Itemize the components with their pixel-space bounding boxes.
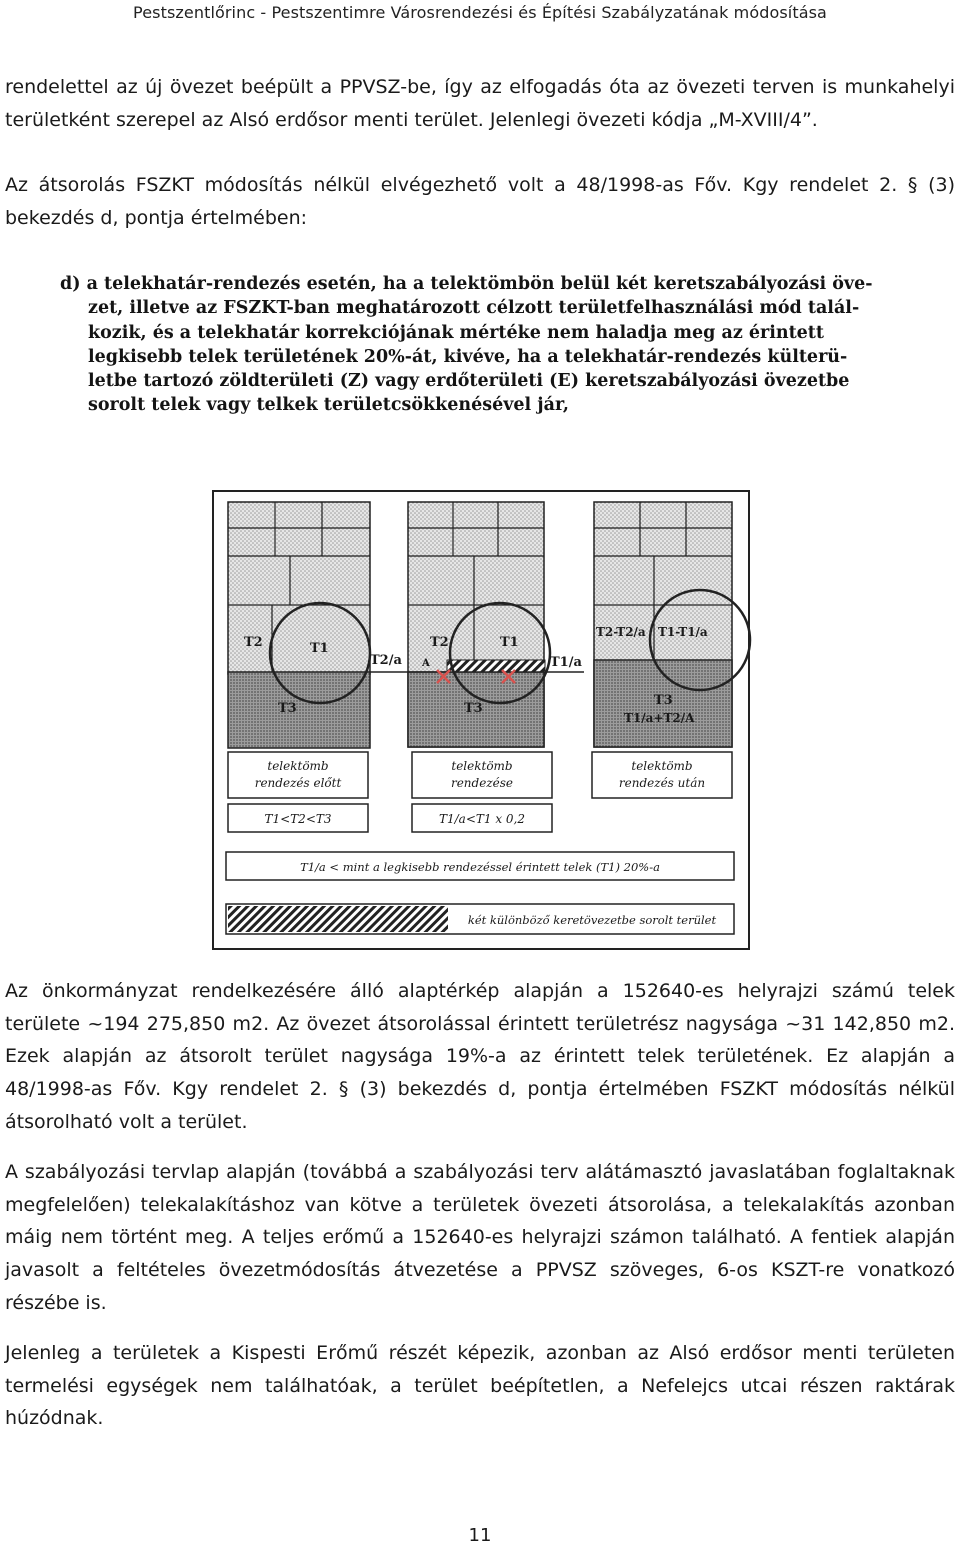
- paragraph-current-use: Jelenleg a területek a Kispesti Erőmű részét képezik, azonban az Alsó erdősor menti területen termelési egységek nem találhatóak, a terület beépítetlen, a Nefelejcs utcai részen raktárak húzódnak.: [5, 1342, 955, 1430]
- paragraph-regulation: Az átsorolás FSZKT módosítás nélkül elvégezhető volt a 48/1998-as Főv. Kgy rendelet 2. § (3) bekezdés d, pontja értelmében:: [5, 174, 955, 229]
- paragraph-area: Az önkormányzat rendelkezésére álló alaptérkép alapján a 152640-es helyrajzi számú telek területe ~194 275,850 m2. Az övezet átsorolással érintett területrész nagysága ~31 142,850 m2. Ezek alapján az átsorolt terület nagysága 19%-a az érintett telek területének. Ez alapján a 48/1998-as Főv. Kgy rendelet 2. § (3) bekezdés d, pontja értelmében FSZKT módosítás nélkül átsorolható volt a terület.: [5, 980, 955, 1133]
- paragraph-plan: A szabályozási tervlap alapján (továbbá a szabályozási terv alátámasztó javaslatában foglaltaknak megfelelően) telekalakításhoz van kötve a területek övezeti átsorolása, a telekalakítás azonban máig nem történt meg. A teljes erőmű a 152640-es helyrajzi számon található. A fentiek alapján javasolt a feltételes övezetmódosítás átvezetése a PPVSZ szöveges, 6-os KSZT-re vonatkozó részébe is.: [5, 1161, 955, 1314]
- label-t2: T2: [244, 635, 263, 650]
- boundary-adjustment-figure: [212, 490, 752, 952]
- page-header: Pestszentlőrinc - Pestszentimre Városrendezési és Építési Szabályzatának módosítása: [133, 3, 827, 22]
- label-t3: T3: [654, 693, 673, 708]
- caption-adjustment: [412, 752, 552, 798]
- quoted-regulation: [60, 272, 873, 418]
- label-t1a: T1/a: [550, 655, 582, 670]
- svg-text:rendezés után: rendezés után: [618, 776, 706, 790]
- relation-adjustment: [412, 804, 552, 832]
- svg-text:T1<T2<T3: T1<T2<T3: [264, 812, 332, 826]
- label-t1-t1a: T1-T1/a: [658, 625, 708, 639]
- label-t1: T1: [310, 641, 329, 656]
- relation-before: [228, 804, 368, 832]
- caption-after: [592, 752, 732, 798]
- caption-before: [228, 752, 368, 798]
- svg-text:rendezés előtt: rendezés előtt: [254, 776, 342, 790]
- label-t3: T3: [464, 701, 483, 716]
- paragraph-intro: rendelettel az új övezet beépült a PPVSZ-be, így az elfogadás óta az övezeti terven is munkahelyi területként szerepel az Alsó erdősor menti terület. Jelenlegi övezeti kódja „M-XVIII/4”.: [5, 76, 955, 131]
- svg-text:T1/a < mint a legkisebb rendez: T1/a < mint a legkisebb rendezéssel érintett telek (T1) 20%-a: [300, 860, 660, 874]
- quote-line: letbe tartozó zöldterületi (Z) vagy erdőterületi (E) keretszabályozási övezetbe: [88, 371, 850, 392]
- label-t3: T3: [278, 701, 297, 716]
- svg-text:T1/a<T1 x 0,2: T1/a<T1 x 0,2: [438, 812, 526, 826]
- svg-text:két különböző keretövezetbe so: két különböző keretövezetbe sorolt terület: [467, 913, 717, 927]
- figure-legend: [226, 904, 734, 934]
- quote-line: legkisebb telek területének 20%-át, kivéve, ha a telekhatár-rendezés külterü-: [88, 346, 848, 367]
- svg-text:telektömb: telektömb: [631, 759, 693, 773]
- label-t1: T1: [500, 635, 519, 650]
- svg-text:telektömb: telektömb: [451, 759, 513, 773]
- svg-text:telektömb: telektömb: [267, 759, 329, 773]
- quote-line: d) a telekhatár-rendezés esetén, ha a telektömbön belül két keretszabályozási öve-: [60, 274, 873, 294]
- label-t1a-t2a: T1/a+T2/A: [624, 711, 695, 725]
- quote-line: zet, illetve az FSZKT-ban meghatározott célzott területfelhasználási mód talál-: [88, 298, 860, 319]
- label-t2: T2: [430, 635, 449, 650]
- label-a: A: [422, 658, 430, 669]
- panel-after: [594, 502, 750, 747]
- svg-text:rendezése: rendezése: [450, 776, 514, 790]
- label-t2-t2a: T2-T2/a: [596, 625, 646, 639]
- quote-line: sorolt telek vagy telkek területcsökkenésével jár,: [88, 395, 569, 416]
- figure-note: [226, 852, 734, 880]
- quote-line: kozik, és a telekhatár korrekciójának mértéke nem haladja meg az érintett: [88, 322, 824, 343]
- page-number: 11: [468, 1525, 492, 1546]
- label-t2a: T2/a: [370, 653, 402, 668]
